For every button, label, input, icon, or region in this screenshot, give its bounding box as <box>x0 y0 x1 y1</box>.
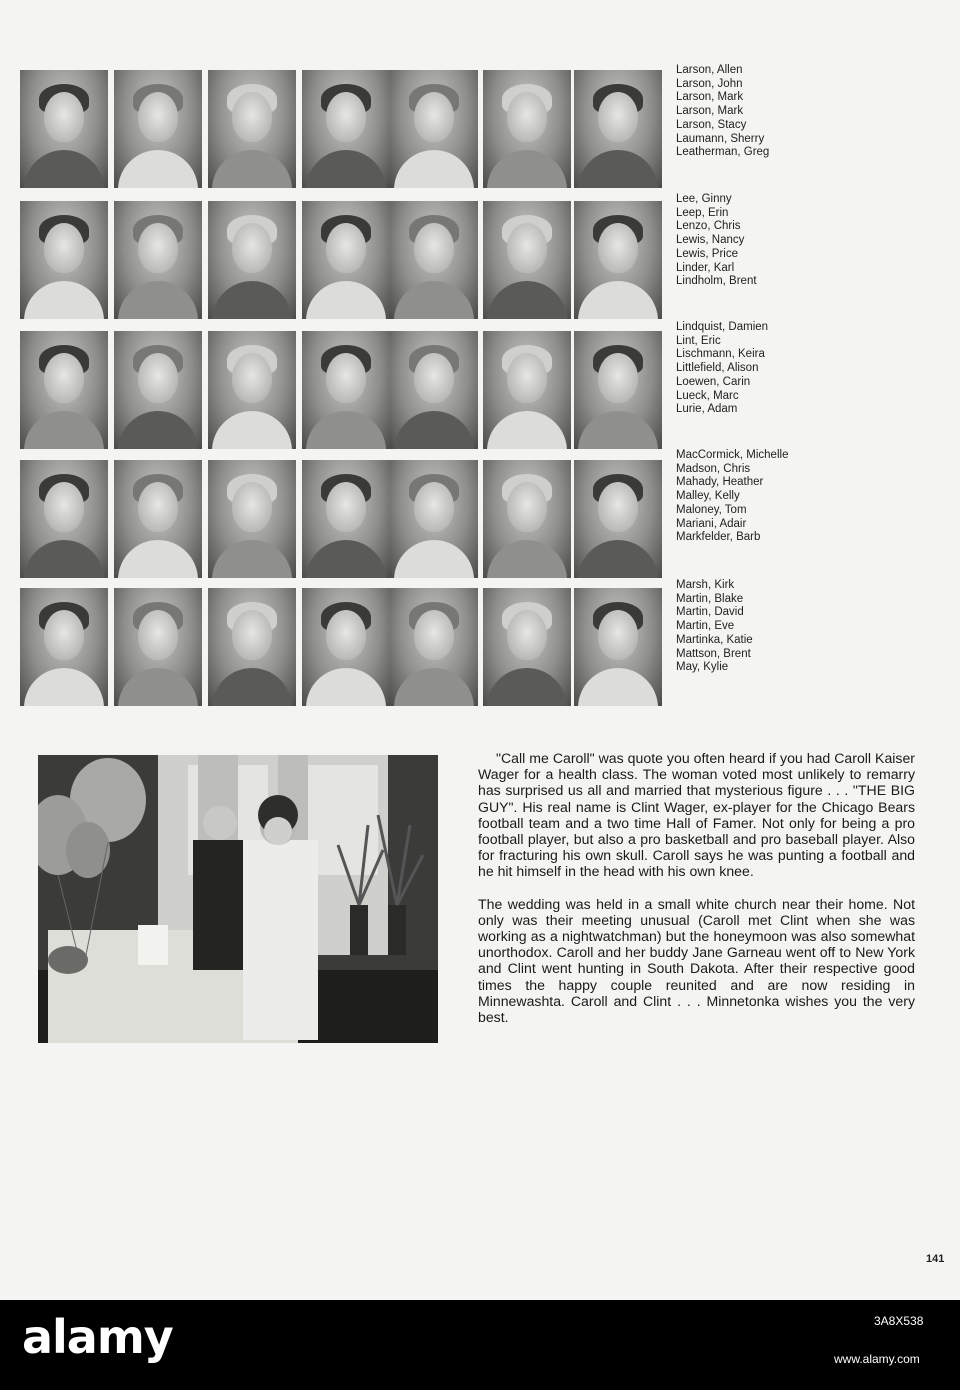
name-list-row-5 <box>676 579 753 675</box>
student-portrait <box>390 588 478 706</box>
portrait-row <box>20 588 665 706</box>
portrait-face <box>232 482 272 532</box>
name-entry: Lischmann, Keira <box>676 348 765 361</box>
student-portrait <box>574 70 662 188</box>
name-entry: Littlefield, Alison <box>676 362 759 375</box>
name-entry: Larson, John <box>676 77 743 90</box>
student-portrait <box>302 331 390 449</box>
student-portrait <box>208 588 296 706</box>
portrait-shoulders <box>212 411 292 449</box>
student-portrait <box>574 331 662 449</box>
student-portrait <box>208 460 296 578</box>
name-entry: Lenzo, Chris <box>676 220 741 233</box>
name-entry: Mattson, Brent <box>676 647 751 660</box>
alamy-logo[interactable]: alamy <box>22 1310 173 1364</box>
article-paragraph-2: The wedding was held in a small white church near their home. Not only was their meeting unusual (Caroll met Clint when she was working as a nightwatchman) but the honeymoon was also somewhat unorthodox. Caroll and her buddy Jane Garneau went off to New York and Clint went hunting in South Dakota. After their respective good times the happy couple reunited and are now residing in Minnewashta. Caroll and Clint . . . Minnetonka wishes you the very best. <box>478 895 915 1026</box>
name-entry: Mahady, Heather <box>676 476 764 489</box>
portrait-shoulders <box>578 150 658 188</box>
portrait-face <box>44 223 84 273</box>
student-portrait <box>20 201 108 319</box>
name-entry: Loewen, Carin <box>676 375 751 388</box>
portrait-shoulders <box>24 668 104 706</box>
portrait-face <box>507 223 547 273</box>
name-entry: Martin, David <box>676 606 744 619</box>
name-list-row-2 <box>676 193 757 289</box>
name-entry: Marsh, Kirk <box>676 579 735 591</box>
student-portrait <box>20 331 108 449</box>
student-portrait <box>483 460 571 578</box>
portrait-shoulders <box>487 540 567 578</box>
portrait-face <box>326 353 366 403</box>
name-entry: Martin, Eve <box>676 620 735 633</box>
portrait-shoulders <box>118 540 198 578</box>
student-portrait <box>574 460 662 578</box>
portrait-shoulders <box>212 540 292 578</box>
page-number: 141 <box>926 1253 945 1265</box>
portrait-shoulders <box>24 281 104 319</box>
portrait-shoulders <box>394 281 474 319</box>
name-entry: Maloney, Tom <box>676 503 747 516</box>
student-portrait <box>114 588 202 706</box>
name-entry: Laumann, Sherry <box>676 132 765 145</box>
name-entry: Leatherman, Greg <box>676 146 770 159</box>
portrait-shoulders <box>394 150 474 188</box>
name-entry: Martinka, Katie <box>676 633 753 646</box>
portrait-row <box>20 460 665 578</box>
portrait-face <box>507 353 547 403</box>
portrait-face <box>414 482 454 532</box>
name-entry: Lurie, Adam <box>676 403 738 416</box>
name-entry: Martin, Blake <box>676 592 744 605</box>
student-portrait <box>208 331 296 449</box>
student-portrait <box>390 201 478 319</box>
portrait-shoulders <box>394 540 474 578</box>
portrait-face <box>232 223 272 273</box>
student-portrait <box>574 201 662 319</box>
portrait-shoulders <box>212 281 292 319</box>
portrait-row <box>20 331 665 449</box>
portrait-shoulders <box>24 540 104 578</box>
portrait-face <box>326 610 366 660</box>
portrait-face <box>507 610 547 660</box>
portrait-shoulders <box>118 281 198 319</box>
name-entry: Leep, Erin <box>676 206 729 219</box>
portrait-face <box>414 353 454 403</box>
portrait-face <box>232 353 272 403</box>
name-entry: Lindquist, Damien <box>676 321 769 333</box>
student-portrait <box>114 201 202 319</box>
portrait-shoulders <box>394 668 474 706</box>
name-entry: May, Kylie <box>676 661 729 674</box>
portrait-face <box>414 92 454 142</box>
name-entry: Lindholm, Brent <box>676 275 757 288</box>
student-portrait <box>302 201 390 319</box>
portrait-shoulders <box>578 540 658 578</box>
name-list-row-4 <box>676 449 788 545</box>
student-portrait <box>302 460 390 578</box>
portrait-row <box>20 70 665 188</box>
portrait-face <box>44 482 84 532</box>
name-entry: Mariani, Adair <box>676 517 747 530</box>
name-entry: Markfelder, Barb <box>676 531 761 544</box>
portrait-face <box>598 610 638 660</box>
portrait-row <box>20 201 665 319</box>
portrait-shoulders <box>306 281 386 319</box>
portrait-shoulders <box>212 150 292 188</box>
student-portrait <box>20 588 108 706</box>
student-portrait <box>390 70 478 188</box>
name-entry: Larson, Mark <box>676 105 744 118</box>
student-portrait <box>390 460 478 578</box>
portrait-shoulders <box>487 668 567 706</box>
name-list-row-1 <box>676 64 769 160</box>
portrait-shoulders <box>24 411 104 449</box>
portrait-face <box>414 223 454 273</box>
name-entry: MacCormick, Michelle <box>676 449 789 461</box>
student-portrait <box>20 460 108 578</box>
portrait-shoulders <box>306 150 386 188</box>
wedding-photo-illustration <box>38 755 438 1043</box>
student-portrait <box>483 70 571 188</box>
portrait-shoulders <box>394 411 474 449</box>
portrait-shoulders <box>578 411 658 449</box>
watermark-url[interactable]: www.alamy.com <box>834 1352 920 1366</box>
image-id-label: 3A8X538 <box>874 1314 924 1328</box>
portrait-shoulders <box>306 540 386 578</box>
name-entry: Lueck, Marc <box>676 389 739 402</box>
portrait-face <box>507 482 547 532</box>
portrait-shoulders <box>487 411 567 449</box>
portrait-shoulders <box>578 668 658 706</box>
student-portrait <box>208 70 296 188</box>
name-list-row-3 <box>676 321 768 417</box>
portrait-shoulders <box>118 668 198 706</box>
portrait-shoulders <box>487 281 567 319</box>
portrait-face <box>232 610 272 660</box>
article-text <box>478 750 915 1025</box>
student-portrait <box>114 70 202 188</box>
portrait-face <box>598 223 638 273</box>
name-entry: Lint, Eric <box>676 334 721 347</box>
student-portrait <box>208 201 296 319</box>
name-entry: Lee, Ginny <box>676 193 732 205</box>
portrait-shoulders <box>118 411 198 449</box>
portrait-shoulders <box>118 150 198 188</box>
student-portrait <box>483 201 571 319</box>
article-paragraph-1: "Call me Caroll" was quote you often heard if you had Caroll Kaiser Wager for a health class. The woman voted most unlikely to remarry has surprised us all and married that mysterious figure . . . "THE BIG GUY". His real name is Clint Wager, ex-player for the Chicago Bears football team and a two time Hall of Famer. Not only for being a pro football player, but also a pro basketball and pro baseball player. Also for fracturing his own skull. Caroll says he was punting a football and he hit himself in the head with his own knee. <box>478 750 915 880</box>
student-portrait <box>574 588 662 706</box>
portrait-face <box>598 353 638 403</box>
name-entry: Lewis, Price <box>676 247 738 260</box>
portrait-shoulders <box>212 668 292 706</box>
name-entry: Lewis, Nancy <box>676 234 745 247</box>
student-portrait <box>302 70 390 188</box>
name-entry: Madson, Chris <box>676 462 751 475</box>
portrait-face <box>598 482 638 532</box>
portrait-grid <box>20 70 665 718</box>
portrait-shoulders <box>487 150 567 188</box>
portrait-face <box>326 92 366 142</box>
student-portrait <box>114 331 202 449</box>
name-entry: Larson, Mark <box>676 91 744 104</box>
portrait-face <box>507 92 547 142</box>
name-entry: Linder, Karl <box>676 261 735 274</box>
portrait-shoulders <box>306 411 386 449</box>
portrait-face <box>138 482 178 532</box>
student-portrait <box>20 70 108 188</box>
student-portrait <box>302 588 390 706</box>
portrait-shoulders <box>24 150 104 188</box>
portrait-face <box>138 223 178 273</box>
portrait-shoulders <box>578 281 658 319</box>
wedding-photo <box>38 755 438 1043</box>
portrait-face <box>138 610 178 660</box>
portrait-face <box>44 610 84 660</box>
name-entry: Larson, Allen <box>676 64 743 76</box>
student-portrait <box>114 460 202 578</box>
student-portrait <box>483 588 571 706</box>
portrait-face <box>44 92 84 142</box>
portrait-shoulders <box>306 668 386 706</box>
portrait-face <box>326 482 366 532</box>
portrait-face <box>326 223 366 273</box>
portrait-face <box>232 92 272 142</box>
name-entry: Malley, Kelly <box>676 490 740 503</box>
portrait-face <box>138 353 178 403</box>
portrait-face <box>138 92 178 142</box>
name-entry: Larson, Stacy <box>676 118 747 131</box>
portrait-face <box>44 353 84 403</box>
student-portrait <box>390 331 478 449</box>
portrait-face <box>414 610 454 660</box>
portrait-face <box>598 92 638 142</box>
student-portrait <box>483 331 571 449</box>
